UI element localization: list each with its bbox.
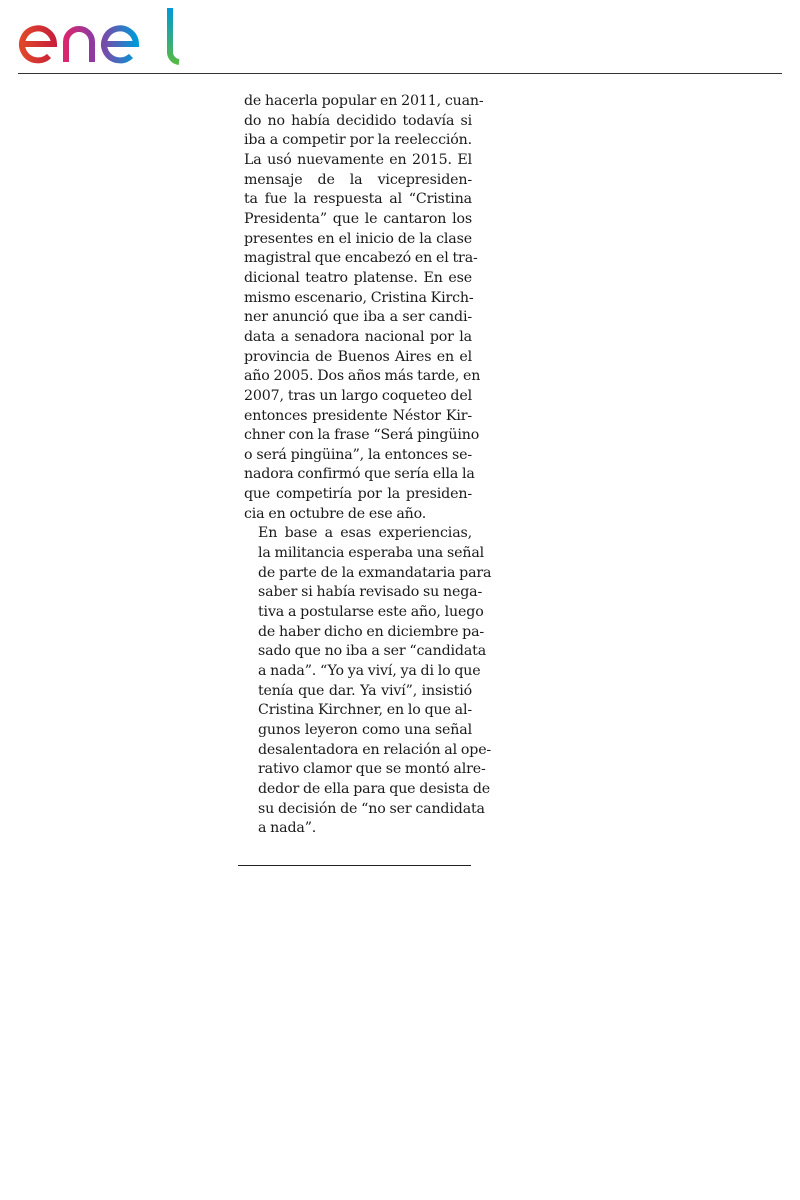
text-line: dedor de ella para que desista de [258, 780, 491, 797]
text-line: ner anunció que iba a ser candi- [244, 309, 472, 326]
text-line: La usó nuevamente en 2015. El [244, 151, 472, 168]
text-line: tenía que dar. Ya viví”, insistió [258, 682, 472, 699]
text-line: 2007, tras un largo coqueteo del [244, 387, 472, 404]
text-line: la militancia esperaba una señal [258, 545, 485, 562]
text-line: desalentadora en relación al ope- [258, 741, 492, 758]
text-line: magistral que encabezó en el tra- [244, 250, 478, 267]
text-line: rativo clamor que se montó alre- [258, 761, 486, 778]
text-line: do no había decidido todavía si [244, 112, 472, 129]
text-line: dicional teatro platense. En ese [244, 269, 472, 286]
text-line: chner con la frase “Será pingüino [244, 427, 480, 444]
text-line: sado que no iba a ser “candidata [258, 643, 487, 660]
text-line: que competiría por la presiden- [244, 486, 472, 503]
text-line: data a senadora nacional por la [244, 328, 472, 345]
text-line: Presidenta” que le cantaron los [244, 210, 472, 227]
page-header [0, 0, 800, 76]
text-line: provincia de Buenos Aires en el [244, 348, 472, 365]
text-line: saber si había revisado su nega- [258, 584, 483, 601]
text-line: a nada”. “Yo ya viví, ya di lo que [258, 663, 481, 680]
text-line: presentes en el inicio de la clase [244, 230, 472, 247]
text-line: nadora confirmó que sería ella la [244, 466, 475, 483]
text-line: de haber dicho en diciembre pa- [258, 623, 485, 640]
article-end-rule [238, 865, 471, 866]
article-column [244, 92, 492, 839]
article-paragraph-2 [244, 524, 492, 839]
enel-logo [16, 4, 186, 66]
text-line: su decisión de “no ser candidata [258, 800, 485, 817]
text-line: mensaje de la vicepresiden- [244, 171, 472, 188]
text-line: entonces presidente Néstor Kir- [244, 407, 472, 424]
text-line: iba a competir por la reelección. [244, 132, 472, 149]
enel-logo-icon [16, 4, 186, 66]
text-line: cia en octubre de ese año. [244, 505, 427, 522]
text-line: tiva a postularse este año, luego [258, 604, 484, 621]
text-line: mismo escenario, Cristina Kirch- [244, 289, 474, 306]
text-line: gunos leyeron como una señal [258, 722, 472, 738]
text-line: de hacerla popular en 2011, cuan- [244, 93, 484, 109]
text-line: año 2005. Dos años más tarde, en [244, 368, 481, 385]
header-divider [18, 73, 782, 74]
text-line: de parte de la exmandataria para [258, 564, 492, 581]
text-line: Cristina Kirchner, en lo que al- [258, 702, 472, 719]
text-line: En base a esas experiencias, [258, 525, 472, 542]
text-line: o será pingüina”, la entonces se- [244, 446, 472, 463]
text-line: ta fue la respuesta al “Cristina [244, 191, 472, 208]
text-line: a nada”. [258, 820, 317, 837]
article-paragraph-1 [244, 92, 484, 524]
